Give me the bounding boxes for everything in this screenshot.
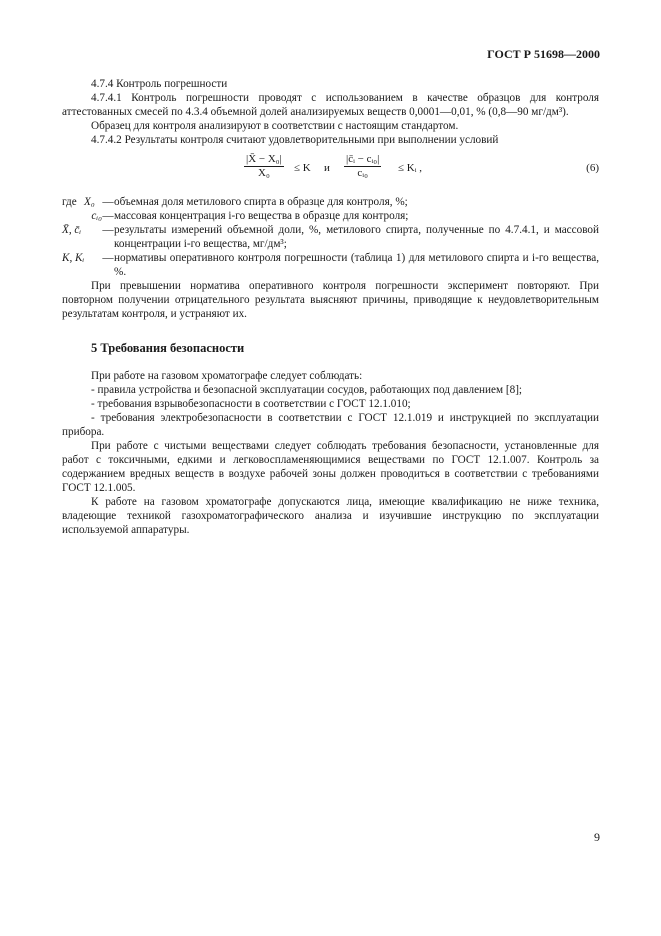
page-number: 9 <box>594 830 600 844</box>
definition-text: нормативы оперативного контроля погрешности (таблица 1) для метилового спирта и i-го вещества, %. <box>114 252 599 278</box>
definition-dash: — <box>102 196 114 208</box>
definition-item <box>62 223 599 251</box>
definitions-list <box>62 195 599 279</box>
page-content <box>62 77 599 537</box>
section-5-intro: При работе на газовом хроматографе следует соблюдать: <box>91 370 363 382</box>
definition-dash: — <box>102 210 114 222</box>
paragraph-sample-analysis: Образец для контроля анализируют в соответствии с настоящим стандартом. <box>91 120 459 132</box>
definition-text: объемная доля метилового спирта в образце для контроля, %; <box>114 196 408 208</box>
list-item: - требования электробезопасности в соответствии с ГОСТ 12.1.019 и инструкцией по эксплуатации прибора. <box>62 412 599 438</box>
formula-left-fraction <box>244 153 284 180</box>
definition-item <box>62 251 599 279</box>
paragraph-exceedance: При превышении норматива оперативного контроля погрешности эксперимент повторяют. При повторном получении отрицательного результата выясняют причины, приводящие к неудовлетворительным результатам контроля, и устраняют их. <box>62 280 599 320</box>
definition-symbol: X₀ <box>84 196 95 208</box>
definition-dash: — <box>102 224 114 236</box>
list-item: - правила устройства и безопасной эксплуатации сосудов, работающих под давлением [8]; <box>91 384 523 396</box>
list-item: - требования взрывобезопасности в соответствии с ГОСТ 12.1.010; <box>91 398 411 410</box>
definition-dash: — <box>102 252 114 264</box>
definition-text: массовая концентрация i-го вещества в образце для контроля; <box>114 210 409 222</box>
formula-right-relation: ≤ Kᵢ , <box>398 162 423 174</box>
definitions-where: где <box>62 196 77 208</box>
formula-right-numerator: |c̄ᵢ − cᵢ₀| <box>346 153 380 165</box>
paragraph-toxic-substances: При работе с чистыми веществами следует соблюдать требования безопасности, установленные для работ с токсичными, едкими и легковоспламеняющимися веществами по ГОСТ 12.1.007. Контроль за содержанием вредных веществ в воздухе рабочей зоны должен проводиться в соответствии с требованиями ГОСТ 12.1.005. <box>62 440 599 494</box>
formula-6 <box>62 151 599 189</box>
formula-right-fraction <box>344 153 381 180</box>
formula-right-denominator: cᵢ₀ <box>357 167 368 179</box>
subsection-heading-4-7-4: 4.7.4 Контроль погрешности <box>91 78 228 90</box>
definition-item <box>62 209 599 223</box>
definition-symbol: X̄, c̄ᵢ <box>62 224 82 236</box>
formula-conjunction: и <box>324 162 330 174</box>
definition-symbol: K, Kᵢ <box>62 252 85 264</box>
paragraph-4-7-4-1: 4.7.4.1 Контроль погрешности проводят с использованием в качестве образцов для контроля аттестованных смесей по 4.3.4 объемной долей анализируемых веществ 0,0001—0,01, % (0,8—90 мг/дм³). <box>62 92 599 118</box>
equation-number: (6) <box>586 162 599 174</box>
document-code: ГОСТ Р 51698—2000 <box>487 47 600 61</box>
formula-left-relation: ≤ K <box>294 162 311 174</box>
section-5-title: 5 Требования безопасности <box>91 341 245 355</box>
definition-text: результаты измерений объемной доли, %, метилового спирта, полученные по 4.7.4.1, и массовой концентрации i-го вещества, мг/дм³; <box>114 224 599 250</box>
paragraph-personnel: К работе на газовом хроматографе допускаются лица, имеющие квалификацию не ниже техника, владеющие техникой газохроматографического анализа и изучившие инструкцию по эксплуатации используемой аппаратуры. <box>62 496 599 536</box>
definition-symbol: cᵢ₀ <box>91 210 102 222</box>
definition-item <box>62 195 599 209</box>
formula-left-numerator: |X̄ − X₀| <box>246 153 282 165</box>
paragraph-4-7-4-2: 4.7.4.2 Результаты контроля считают удовлетворительными при выполнении условий <box>91 134 499 146</box>
formula-left-denominator: X₀ <box>258 167 270 179</box>
